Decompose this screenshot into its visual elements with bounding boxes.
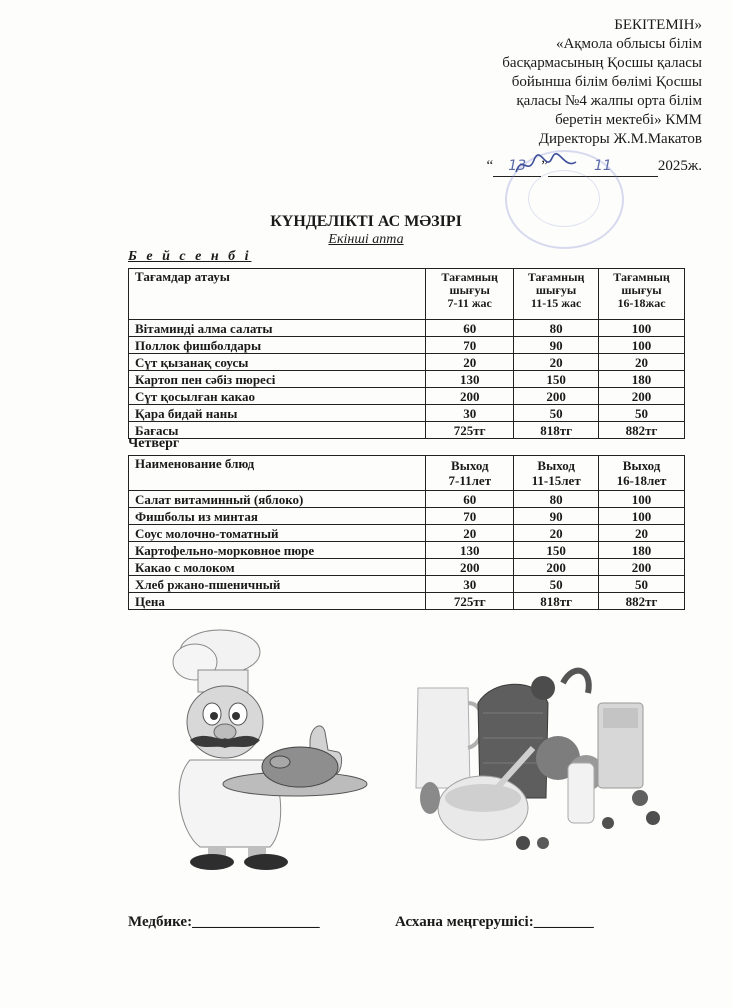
chef-illustration-icon [160,622,375,872]
table-row: Қара бидай наны 30 50 50 [129,405,685,422]
approval-line: беретін мектебі» КММ [555,112,702,128]
day-label-kz: Б е й с е н б і [128,249,252,264]
table-row: Поллок фишболдары 70 90 100 [129,337,685,354]
table-row: Фишболы из минтая 70 90 100 [129,508,685,525]
dish-column-header: Тағамдар атауы [129,269,426,320]
date-year: 2025ж. [657,158,702,174]
column-header: Тағамның шығуы 16-18жас [599,269,685,320]
table-row-price: Бағасы 725тг 818тг 882тг [129,422,685,439]
table-row: Сүт қызанақ соусы 20 20 20 [129,354,685,371]
menu-table-kz [128,268,685,439]
column-header: Тағамның шығуы 11-15 жас [514,269,599,320]
page-title: КҮНДЕЛІКТІ АС МӘЗІРІ [270,213,462,230]
column-header: Выход 16-18лет [599,456,685,491]
date-day: 13 [493,157,541,177]
column-header: Тағамның шығуы 7-11 жас [426,269,514,320]
approval-line: басқармасының Қосшы қаласы [502,55,702,71]
column-header: Выход 7-11лет [426,456,514,491]
table-row: Хлеб ржано-пшеничный 30 50 50 [129,576,685,593]
table-row: Картофельно-морковное пюре 130 150 180 [129,542,685,559]
nurse-signature-line: Медбике:_________________ [128,914,320,930]
approval-line: бойынша білім бөлімі Қосшы [511,74,702,90]
food-illustration-icon [408,648,670,870]
column-header: Выход 11-15лет [514,456,599,491]
table-row: Салат витаминный (яблоко) 60 80 100 [129,491,685,508]
table-header-row [129,269,685,320]
approval-line: «Ақмола облысы білім [555,36,702,52]
table-row: Сүт қосылған какао 200 200 200 [129,388,685,405]
table-row: Соус молочно-томатный 20 20 20 [129,525,685,542]
table-header-row [129,456,685,491]
page-subtitle: Екінші апта [328,232,404,247]
kitchen-head-signature-line: Асхана меңгерушісі:________ [395,914,594,930]
approval-date: “ 13 ” 11 2025ж. [440,157,702,177]
date-month: 11 [548,157,658,177]
table-row: Вітаминді алма салаты 60 80 100 [129,320,685,337]
day-label-ru: Четверг [128,436,180,451]
approval-line: Директоры Ж.М.Макатов [538,131,702,147]
table-row: Какао с молоком 200 200 200 [129,559,685,576]
approval-line: БЕКІТЕМІН» [614,17,702,33]
approval-line: қаласы №4 жалпы орта білім [516,93,702,109]
dish-column-header: Наименование блюд [129,456,426,491]
table-row: Картоп пен сәбіз пюресі 130 150 180 [129,371,685,388]
menu-table-ru [128,455,685,610]
table-row-price: Цена 725тг 818тг 882тг [129,593,685,610]
signature-icon [512,150,582,180]
